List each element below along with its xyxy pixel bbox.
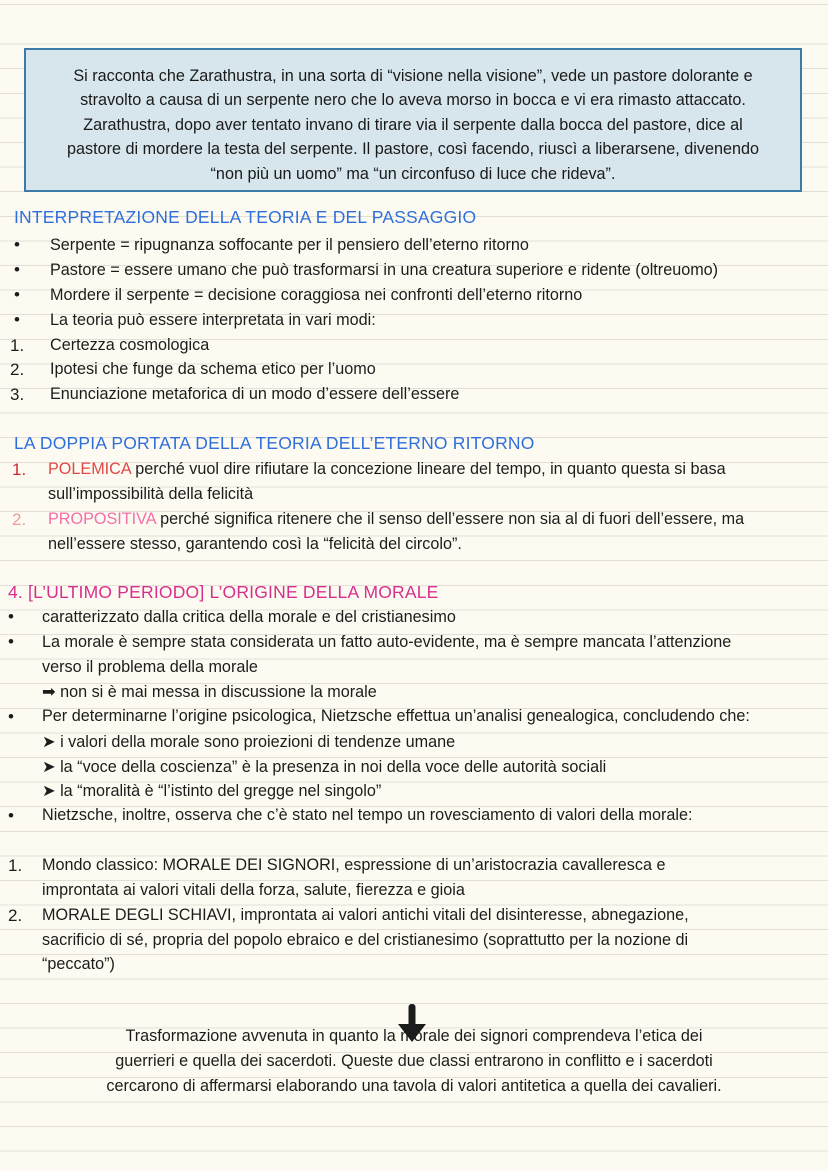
list-item-continuation: nell’essere stesso, garantendo così la “felicità del circolo”. — [48, 535, 462, 553]
arrow-note — [42, 682, 377, 702]
sub-item-text: la “moralità è “l’istinto del gregge nel singolo” — [60, 782, 382, 800]
intro-line: Zarathustra, dopo aver tentato invano di tirare via il serpente dalla bocca del pastore, dice al — [83, 115, 743, 134]
list-item: Per determinarne l’origine psicologica, Nietzsche effettua un’analisi genealogica, concludendo che: — [42, 707, 750, 725]
arrow-right-icon: ➡ — [42, 683, 56, 701]
keyword-propositiva: PROPOSITIVA — [48, 510, 156, 528]
arrow-note-text: non si è mai messa in discussione la morale — [60, 683, 377, 701]
list-item — [48, 460, 726, 479]
list-item: Mordere il serpente = decisione coraggiosa nei confronti dell’eterno ritorno — [50, 286, 583, 304]
sub-item — [42, 757, 606, 777]
section-heading-origine-morale: 4. [L’ULTIMO PERIODO] L’ORIGINE DELLA MORALE — [8, 582, 439, 602]
list-item — [48, 510, 744, 529]
list-number: 2. — [8, 906, 23, 925]
list-item: La teoria può essere interpretata in vari modi: — [50, 311, 376, 329]
triangle-arrow-icon: ➤ — [42, 782, 56, 800]
list-item-text: perché vuol dire rifiutare la concezione lineare del tempo, in quanto questa si basa — [130, 460, 726, 478]
list-item: Enunciazione metaforica di un modo d’essere dell’essere — [50, 385, 460, 403]
list-number: 2. — [10, 360, 25, 379]
bullet-icon: • — [14, 260, 20, 279]
list-item: MORALE DEGLI SCHIAVI, improntata ai valori antichi vitali del disinteresse, abnegazione, — [42, 906, 689, 924]
bullet-icon: • — [8, 632, 14, 651]
conclusion-line: cercarono di affermarsi elaborando una tavola di valori antitetica a quella dei cavalieri. — [106, 1077, 722, 1095]
list-item-continuation: verso il problema della morale — [42, 658, 258, 676]
list-number: 2. — [12, 510, 27, 529]
sub-item-text: i valori della morale sono proiezioni di tendenze umane — [60, 733, 456, 751]
list-item-continuation: “peccato”) — [42, 955, 115, 973]
list-number: 1. — [8, 856, 23, 875]
list-item: Certezza cosmologica — [50, 336, 210, 354]
list-item-continuation: sull’impossibilità della felicità — [48, 485, 254, 503]
list-item: caratterizzato dalla critica della morale e del cristianesimo — [42, 608, 456, 626]
sub-item — [42, 781, 381, 801]
list-item: Mondo classico: MORALE DEI SIGNORI, espressione di un’aristocrazia cavalleresca e — [42, 856, 666, 874]
bullet-icon: • — [14, 235, 20, 254]
intro-line: stravolto a causa di un serpente nero che lo aveva morso in bocca e vi era rimasto attaccato. — [80, 91, 746, 110]
section-heading-interpretazione: INTERPRETAZIONE DELLA TEORIA E DEL PASSAGGIO — [14, 207, 477, 227]
list-item: Serpente = ripugnanza soffocante per il pensiero dell’eterno ritorno — [50, 236, 529, 254]
conclusion-line: guerrieri e quella dei sacerdoti. Queste due classi entrarono in conflitto e i sacerdoti — [115, 1052, 713, 1070]
list-number: 1. — [10, 336, 25, 355]
list-number: 3. — [10, 385, 25, 404]
keyword-polemica: POLEMICA — [48, 460, 131, 478]
sub-item-text: la “voce della coscienza” è la presenza in noi della voce delle autorità sociali — [60, 758, 607, 776]
bullet-icon: • — [8, 707, 14, 726]
list-item-continuation: sacrificio di sé, propria del popolo ebraico e del cristianesimo (soprattutto per la nozione di — [42, 931, 689, 949]
bullet-icon: • — [14, 310, 20, 329]
list-item-text: perché significa ritenere che il senso dell’essere non sia al di fuori dell’essere, ma — [155, 510, 745, 528]
triangle-arrow-icon: ➤ — [42, 733, 56, 751]
intro-line: pastore di mordere la testa del serpente. Il pastore, così facendo, riuscì a liberarsene, divenendo — [67, 140, 759, 159]
list-item: Nietzsche, inoltre, osserva che c’è stato nel tempo un rovesciamento di valori della morale: — [42, 806, 693, 824]
list-item: Pastore = essere umano che può trasformarsi in una creatura superiore e ridente (oltreuomo) — [50, 261, 719, 279]
section-heading-doppia-portata: LA DOPPIA PORTATA DELLA TEORIA DELL’ETERNO RITORNO — [14, 433, 535, 453]
bullet-icon: • — [14, 285, 20, 304]
bullet-icon: • — [8, 806, 14, 825]
intro-line: “non più un uomo” ma “un circonfuso di luce che rideva”. — [210, 164, 616, 183]
list-number: 1. — [12, 460, 27, 479]
triangle-arrow-icon: ➤ — [42, 758, 56, 776]
bullet-icon: • — [8, 607, 14, 626]
list-item: La morale è sempre stata considerata un fatto auto-evidente, ma è sempre mancata l’attenzione — [42, 633, 732, 651]
conclusion-line: Trasformazione avvenuta in quanto la morale dei signori comprendeva l’etica dei — [125, 1027, 703, 1045]
list-item-continuation: improntata ai valori vitali della forza, salute, fierezza e gioia — [42, 881, 465, 899]
sub-item — [42, 732, 455, 752]
intro-line: Si racconta che Zarathustra, in una sorta di “visione nella visione”, vede un pastore dolorante e — [73, 67, 753, 85]
intro-box — [24, 48, 802, 192]
list-item: Ipotesi che funge da schema etico per l’uomo — [50, 360, 376, 378]
